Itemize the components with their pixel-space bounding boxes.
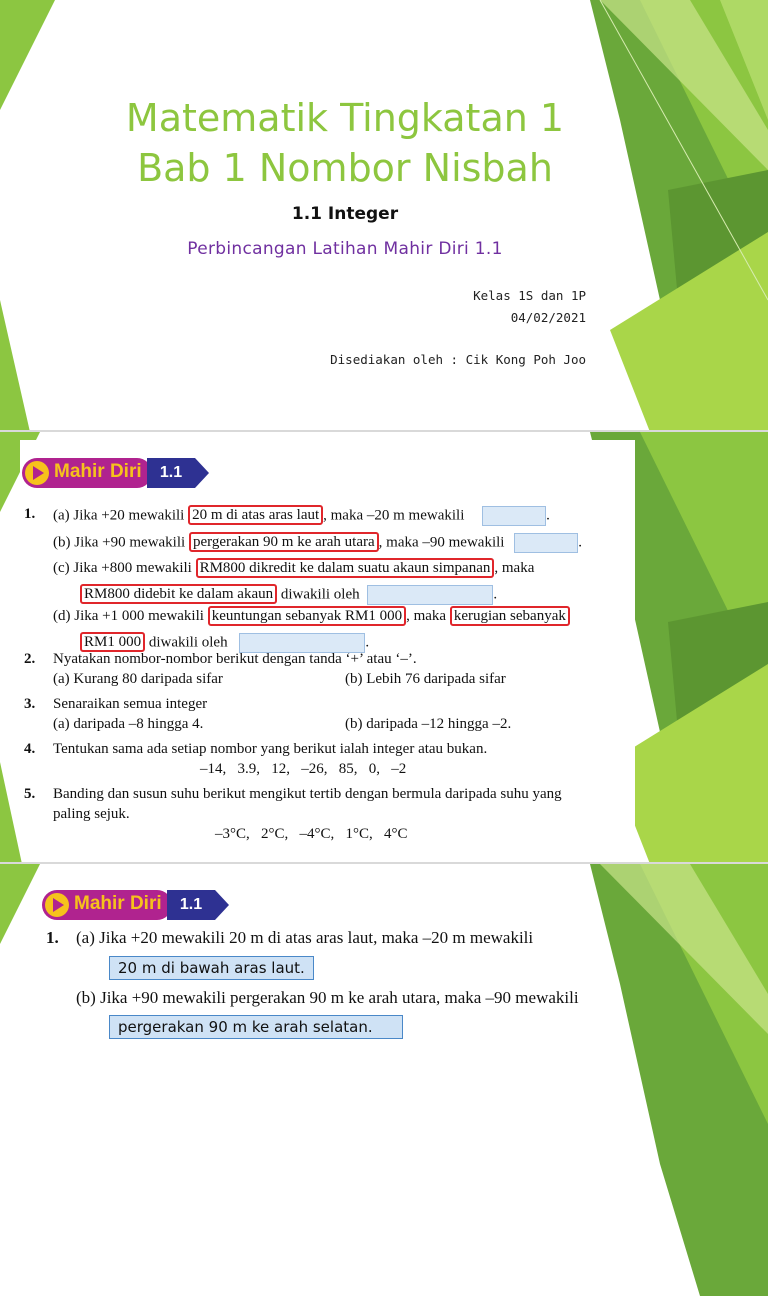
- mahir-diri-badge: [22, 458, 208, 488]
- question-1a: (a) Jika +20 mewakili 20 m di atas aras laut, maka –20 m mewakili: [76, 928, 534, 947]
- badge-label: Mahir Diri: [74, 893, 162, 914]
- title-slide: [0, 0, 768, 432]
- badge-arrow: [215, 890, 229, 920]
- question-2a: (a) Kurang 80 daripada sifar: [53, 671, 223, 687]
- question-3b: (b) daripada –12 hingga –2.: [345, 716, 512, 732]
- question-2b: (b) Lebih 76 daripada sifar: [345, 671, 506, 687]
- question-number: 1.: [46, 928, 59, 947]
- answer-blank[interactable]: [482, 506, 546, 526]
- badge-arrow: [195, 458, 209, 488]
- question-3-text: Senaraikan semua integer: [53, 696, 208, 712]
- exercise-slide: [0, 432, 768, 864]
- date-label: 04/02/2021: [510, 310, 586, 325]
- question-5-text-line2: paling sejuk.: [53, 806, 130, 822]
- answer-blank[interactable]: [239, 633, 365, 653]
- highlight-box: 20 m di atas aras laut: [188, 505, 323, 525]
- highlight-box: RM1 000: [80, 632, 145, 652]
- prepared-by-label: Disediakan oleh : Cik Kong Poh Joo: [330, 352, 586, 367]
- question-4-text: Tentukan sama ada setiap nombor yang berikut ialah integer atau bukan.: [53, 741, 488, 757]
- question-number: 2.: [24, 651, 36, 667]
- badge-label: Mahir Diri: [54, 461, 142, 482]
- answer-1b: [109, 1015, 403, 1039]
- question-2-text: Nyatakan nombor-nombor berikut dengan tanda ‘+’ atau ‘–’.: [53, 651, 417, 667]
- slide-subtitle: 1.1 Integer: [291, 204, 399, 224]
- play-icon: [25, 461, 49, 485]
- question-number: 1.: [24, 506, 36, 522]
- question-4-values: –14, 3.9, 12, –26, 85, 0, –2: [200, 761, 407, 777]
- badge-number: 1.1: [167, 890, 215, 920]
- highlight-box: pergerakan 90 m ke arah utara: [189, 532, 379, 552]
- answer-slide: [0, 864, 768, 1036]
- answer-blank[interactable]: [514, 533, 578, 553]
- exercise-sheet: [20, 440, 635, 848]
- question-1b: (b) Jika +90 mewakili pergerakan 90 m ke arah utara , maka –90 mewakili .: [53, 533, 582, 553]
- highlight-box: keuntungan sebanyak RM1 000: [208, 606, 406, 626]
- question-number: 3.: [24, 696, 36, 712]
- answer-blank[interactable]: [367, 585, 493, 605]
- class-label: Kelas 1S dan 1P: [473, 288, 586, 303]
- answer-box: pergerakan 90 m ke arah selatan.: [109, 1015, 403, 1039]
- question-3a: (a) daripada –8 hingga 4.: [53, 716, 204, 732]
- highlight-box: RM800 dikredit ke dalam suatu akaun simpanan: [196, 558, 495, 578]
- question-1c-line2: RM800 didebit ke dalam akaun diwakili oleh .: [80, 585, 497, 605]
- question-1c-line1: (c) Jika +800 mewakili RM800 dikredit ke dalam suatu akaun simpanan , maka: [53, 560, 535, 576]
- highlight-box: RM800 didebit ke dalam akaun: [80, 584, 277, 604]
- question-5-text-line1: Banding dan susun suhu berikut mengikut tertib dengan bermula daripada suhu yang: [53, 786, 562, 802]
- badge-number: 1.1: [147, 458, 195, 488]
- answer-box: 20 m di bawah aras laut.: [109, 956, 314, 980]
- question-number: 5.: [24, 786, 36, 802]
- highlight-box: kerugian sebanyak: [450, 606, 570, 626]
- slide-title-line2: Bab 1 Nombor Nisbah: [137, 146, 553, 190]
- question-1a: (a) Jika +20 mewakili 20 m di atas aras laut , maka –20 m mewakili .: [53, 506, 550, 526]
- answer-sheet: [20, 864, 635, 1036]
- question-1b: (b) Jika +90 mewakili pergerakan 90 m ke arah utara, maka –90 mewakili: [76, 988, 579, 1007]
- question-1d-line1: (d) Jika +1 000 mewakili keuntungan sebanyak RM1 000 , maka kerugian sebanyak: [53, 608, 570, 625]
- mahir-diri-badge: [42, 890, 228, 920]
- question-1d-line2: RM1 000 diwakili oleh .: [80, 633, 369, 653]
- slide-title-line1: Matematik Tingkatan 1: [125, 96, 565, 140]
- question-5-values: –3°C, 2°C, –4°C, 1°C, 4°C: [215, 826, 408, 842]
- discussion-title: Perbincangan Latihan Mahir Diri 1.1: [187, 239, 503, 259]
- answer-1a: [109, 956, 314, 980]
- question-number: 4.: [24, 741, 36, 757]
- play-icon: [45, 893, 69, 917]
